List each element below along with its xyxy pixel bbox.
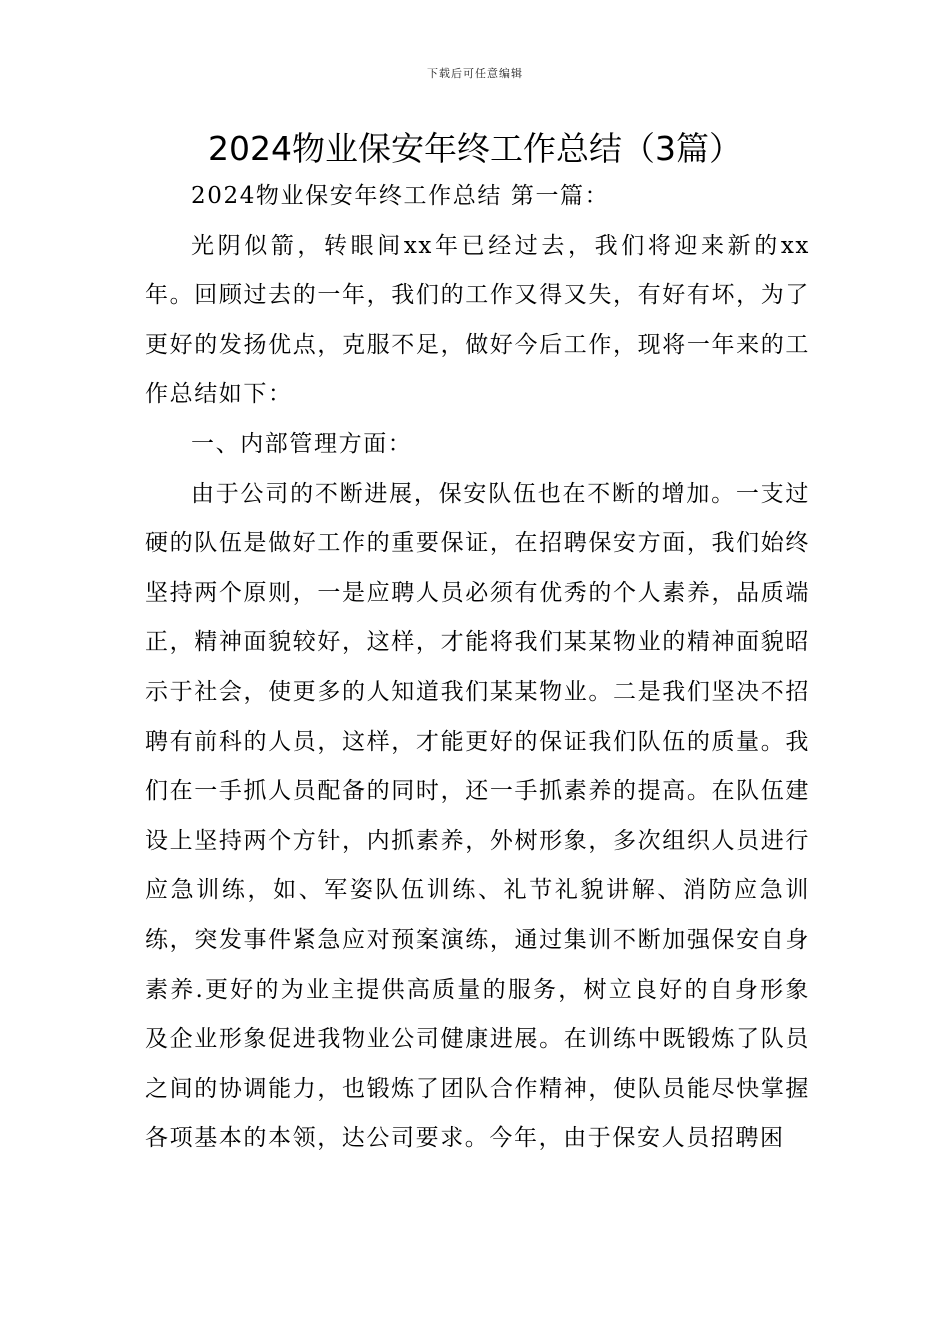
- document-body: [145, 172, 810, 1164]
- section-heading: 一、内部管理方面：: [191, 430, 413, 457]
- paragraph: 由于公司的不断进展，保安队伍也在不断的增加。一支过硬的队伍是做好工作的重要保证，在招聘保安方面，我们始终坚持两个原则，一是应聘人员必须有优秀的个人素养，品质端正，精神面貌较好，这样，才能将我们某某物业的精神面貌昭示于社会，使更多的人知道我们某某物业。二是我们坚决不招聘有前科的人员，这样，才能更好的保证我们队伍的质量。我们在一手抓人员配备的同时，还一手抓素养的提高。在队伍建设上坚持两个方针，内抓素养，外树形象，多次组织人员进行应急训练，如、军姿队伍训练、礼节礼貌讲解、消防应急训练，突发事件紧急应对预案演练，通过集训不断加强保安自身素养.更好的为业主提供高质量的服务，树立良好的自身形象及企业形象促进我物业公司健康进展。在训练中既锻炼了队员之间的协调能力，也锻炼了团队合作精神，使队员能尽快掌握各项基本的本领，达公司要求。今年，由于保安人员招聘困: [145, 480, 810, 1152]
- header-note: 下载后可任意编辑: [427, 67, 523, 80]
- paragraph: 光阴似箭，转眼间xx年已经过去，我们将迎来新的xx年。回顾过去的一年，我们的工作又得又失，有好有坏，为了更好的发扬优点，克服不足，做好今后工作，现将一年来的工作总结如下：: [145, 232, 810, 408]
- document-title: 2024物业保安年终工作总结（3篇）: [208, 129, 742, 168]
- section-heading: 2024物业保安年终工作总结 第一篇：: [191, 183, 610, 209]
